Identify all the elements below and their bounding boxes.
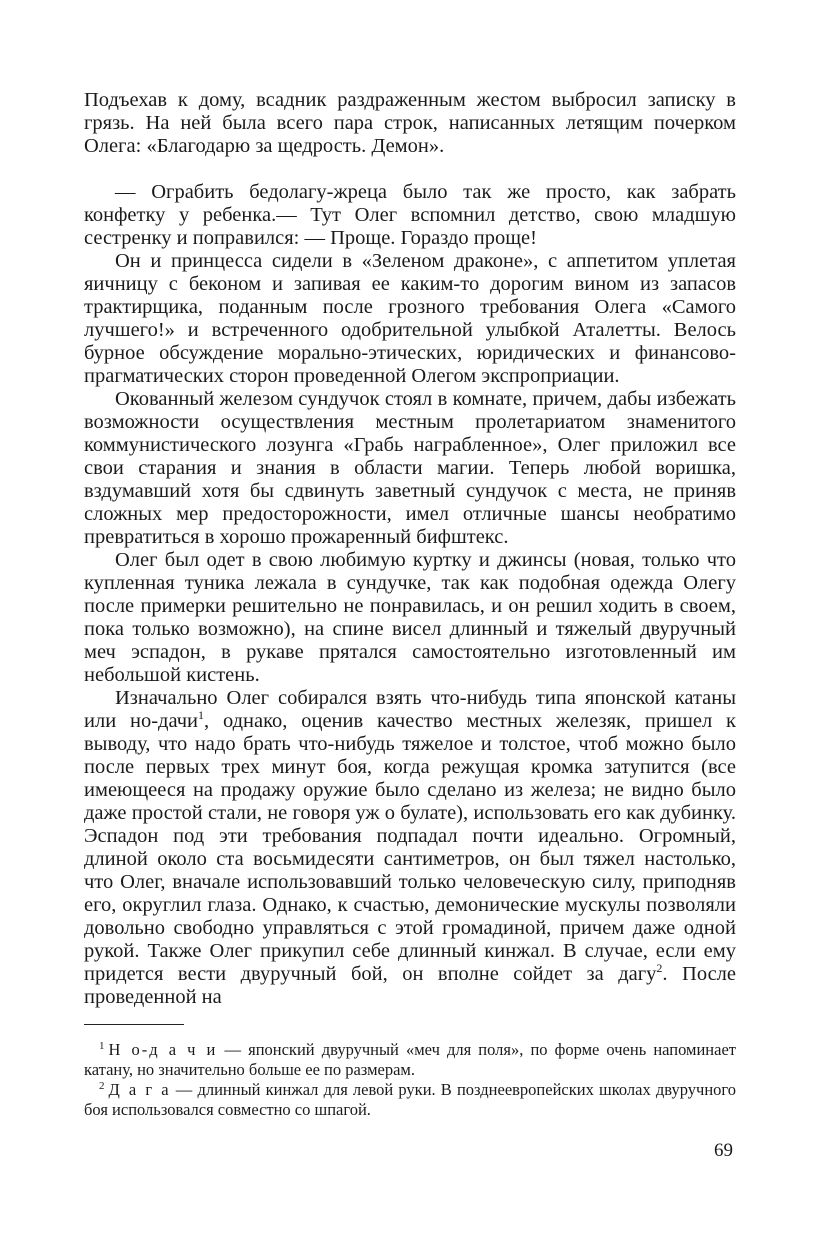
footnote-1-text: — японский двуручный «меч для поля», по форме очень напоминает катану, но значительно больше ее по размерам. <box>84 1040 736 1079</box>
main-text <box>84 89 736 1009</box>
footnote-ref-1: 1 <box>198 708 205 723</box>
paragraph-1: Подъехав к дому, всадник раздраженным жестом выбросил записку в грязь. На ней была всего пара строк, написанных летящим почерком Олега: «Благодарю за щедрость. Демон». <box>84 89 736 157</box>
footnote-ref-2: 2 <box>656 961 663 976</box>
paragraph-5: Олег был одет в свою любимую куртку и джинсы (новая, только что купленная туника лежала в сундучке, так как подобная одежда Олегу после примерки решительно не понравилась, и он решил ходить в своем, пока только возможно), на спине висел длинный и тяжелый двуручный меч эспадон, в рукаве прятался самостоятельно изготовленный им небольшой кистень. <box>84 549 736 686</box>
footnote-2 <box>84 1080 736 1120</box>
paragraph-4: Окованный железом сундучок стоял в комнате, причем, дабы избежать возможности осуществления местным пролетариатом знаменитого коммунистического лозунга «Грабь награбленное», Олег приложил все свои старания и знания в области магии. Теперь любой воришка, вздумавший хотя бы сдвинуть заветный сундучок с места, не приняв сложных мер предосторожности, имел отличные шансы необратимо превратиться в хорошо прожаренный бифштекс. <box>84 388 736 548</box>
footnote-1-number: 1 <box>99 1039 105 1052</box>
paragraph-6-part-c: . После проведенной на <box>84 963 737 1008</box>
paragraph-6-part-b: , однако, оценив качество местных железяк, пришел к выводу, что надо брать что-нибудь тяжелое и толстое, чтоб можно было после первых трех минут боя, когда режущая кромка затупится (все имеющееся на продажу оружие было сделано из железа; не видно было даже простой стали, не говоря уж о булате), использовать его как дубинку. Эспадон под эти требования подпадал почти идеально. Огромный, длиной около ста восьмидесяти сантиметров, он был тяжел настолько, что Олег, вначале использовавший только человеческую силу, приподняв его, округлил глаза. Однако, к счастью, демонические мускулы позволяли довольно свободно управляться с этой громадиной, причем даже одной рукой. Также Олег прикупил себе длинный кинжал. В случае, если ему придется вести двуручный бой, он вполне сойдет за дагу <box>84 710 736 985</box>
page-number: 69 <box>714 1140 733 1161</box>
footnote-1-term: Н о-д а ч и <box>108 1040 218 1059</box>
paragraph-3: Он и принцесса сидели в «Зеленом драконе», с аппетитом уплетая яичницу с беконом и запивая ее каким-то дорогим вином из запасов трактирщика, поданным после грозного требования Олега «Самого лучшего!» и встреченного одобрительной улыбкой Аталетты. Велось бурное обсуждение морально-этических, юридических и финансово-прагматических сторон проведенной Олегом экспроприации. <box>84 250 736 387</box>
footnote-1 <box>84 1040 736 1080</box>
footnote-2-term: Д а г а <box>108 1080 171 1099</box>
paragraph-6-part-a: Изначально Олег собирался взять что-нибудь типа японской катаны или но-дачи <box>84 687 736 732</box>
footnote-2-text: — длинный кинжал для левой руки. В позднеевропейских школах двуручного боя использовался совместно со шпагой. <box>84 1080 737 1119</box>
paragraph-6 <box>84 687 736 1009</box>
paragraph-2: — Ограбить бедолагу-жреца было так же просто, как забрать конфетку у ребенка.— Тут Олег вспомнил детство, свою младшую сестренку и поправился: — Проще. Гораздо проще! <box>84 181 736 249</box>
footnote-2-number: 2 <box>99 1079 105 1092</box>
footnotes <box>84 1040 736 1120</box>
footnote-separator <box>84 1024 184 1025</box>
